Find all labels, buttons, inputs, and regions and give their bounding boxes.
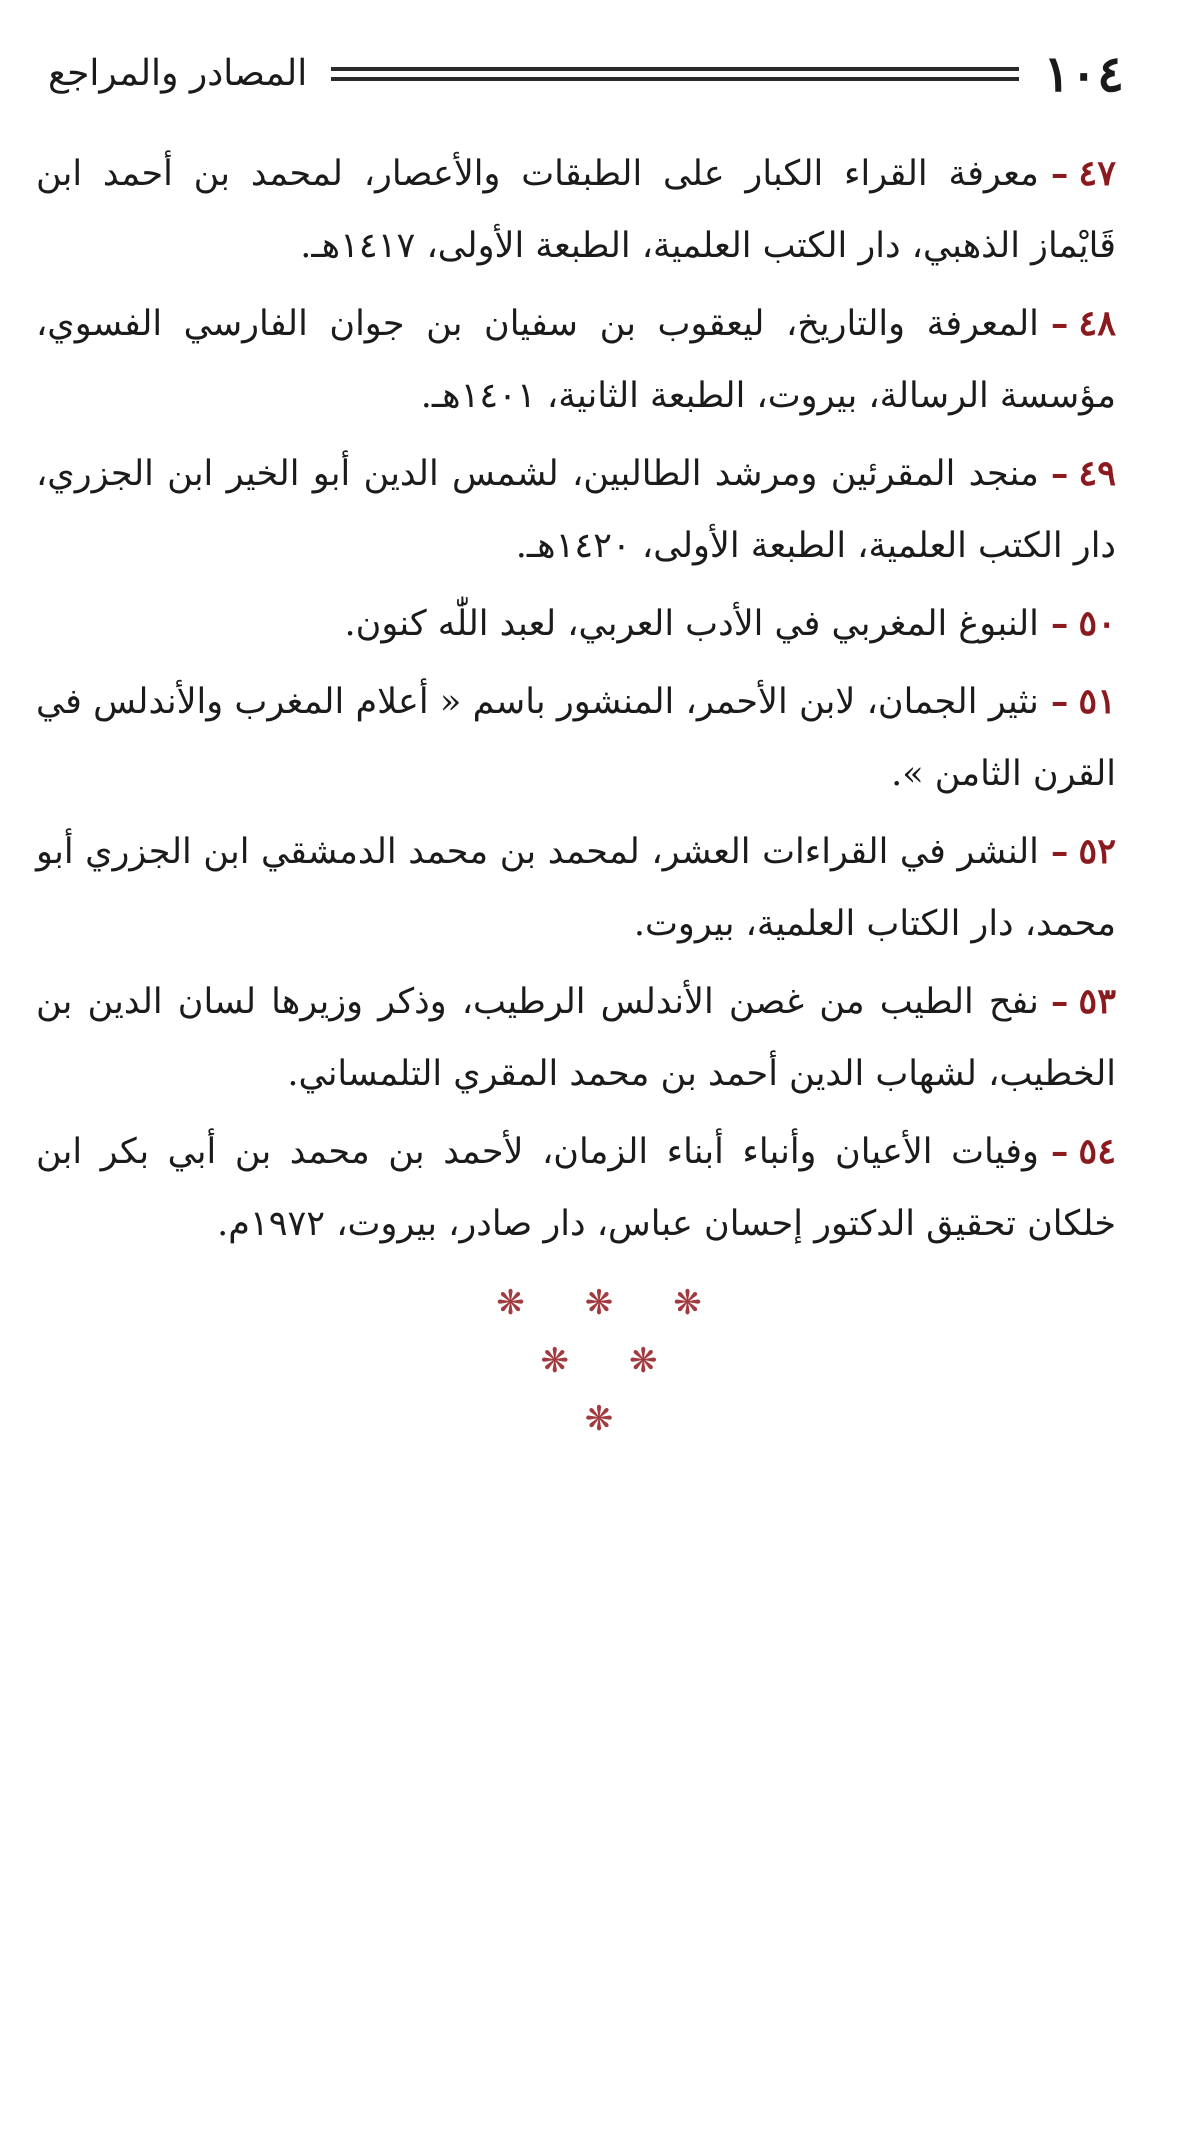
- page-number: ١٠٤: [1043, 44, 1124, 103]
- entry-text: منجد المقرئين ومرشد الطالبين، لشمس الدين أبو الخير ابن الجزري، دار الكتب العلمية، الطبعة الأولى، ١٤٢٠هـ.: [36, 454, 1116, 566]
- entry-text: وفيات الأعيان وأنباء أبناء الزمان، لأحمد بن محمد بن أبي بكر ابن خلكان تحقيق الدكتور إحسان عباس، دار صادر، بيروت، ١٩٧٢م.: [36, 1132, 1116, 1244]
- asterisk-ornament-icon: ❋: [673, 1283, 702, 1323]
- entry-number: ٥٠: [1078, 603, 1116, 644]
- entry-number: ٥٢: [1078, 831, 1116, 872]
- end-ornament-row: [0, 1283, 1198, 1323]
- reference-entry: [36, 138, 1116, 282]
- entry-text: نفح الطيب من غصن الأندلس الرطيب، وذكر وزيرها لسان الدين بن الخطيب، لشهاب الدين أحمد بن محمد المقري التلمساني.: [36, 982, 1116, 1094]
- asterisk-ornament-icon: ❋: [584, 1283, 614, 1323]
- entry-dash: –: [1050, 603, 1069, 644]
- reference-entry: [36, 288, 1116, 432]
- entry-dash: –: [1050, 981, 1069, 1022]
- entry-dash: –: [1050, 153, 1069, 194]
- entry-number: ٤٨: [1078, 303, 1116, 344]
- entry-dash: –: [1050, 831, 1069, 872]
- asterisk-ornament-icon: ❋: [584, 1399, 614, 1439]
- reference-entry: [36, 1116, 1116, 1260]
- entry-number: ٤٧: [1078, 153, 1116, 194]
- entry-text: نثير الجمان، لابن الأحمر، المنشور باسم « أعلام المغرب والأندلس في القرن الثامن ».: [36, 682, 1116, 794]
- reference-entry: [36, 666, 1116, 810]
- entry-dash: –: [1050, 1131, 1069, 1172]
- asterisk-ornament-icon: ❋: [496, 1283, 525, 1323]
- entry-number: ٥١: [1078, 681, 1116, 722]
- entry-number: ٤٩: [1078, 453, 1116, 494]
- entry-number: ٥٣: [1078, 981, 1116, 1022]
- asterisk-ornament-icon: ❋: [629, 1341, 658, 1381]
- references-list: [36, 138, 1116, 1266]
- entry-text: النبوغ المغربي في الأدب العربي، لعبد اللّٰه كنون.: [344, 604, 1039, 644]
- page-header: [48, 44, 1124, 103]
- reference-entry: [36, 816, 1116, 960]
- entry-dash: –: [1050, 681, 1069, 722]
- running-title: المصادر والمراجع: [48, 53, 308, 94]
- end-ornament-row: [0, 1341, 1198, 1381]
- entry-text: معرفة القراء الكبار على الطبقات والأعصار، لمحمد بن أحمد ابن قَايْماز الذهبي، دار الكتب العلمية، الطبعة الأولى، ١٤١٧هـ.: [36, 154, 1116, 266]
- reference-entry: [36, 438, 1116, 582]
- entry-text: النشر في القراءات العشر، لمحمد بن محمد الدمشقي ابن الجزري أبو محمد، دار الكتاب العلمية، بيروت.: [36, 832, 1116, 944]
- end-ornament-row: [0, 1399, 1198, 1439]
- entry-dash: –: [1050, 303, 1069, 344]
- reference-entry: [36, 966, 1116, 1110]
- entry-text: المعرفة والتاريخ، ليعقوب بن سفيان بن جوان الفارسي الفسوي، مؤسسة الرسالة، بيروت، الطبعة الثانية، ١٤٠١هـ.: [36, 304, 1116, 416]
- asterisk-ornament-icon: ❋: [540, 1341, 569, 1381]
- entry-dash: –: [1050, 453, 1069, 494]
- entry-number: ٥٤: [1078, 1131, 1116, 1172]
- reference-entry: [36, 588, 1116, 660]
- header-double-rule: [331, 67, 1019, 81]
